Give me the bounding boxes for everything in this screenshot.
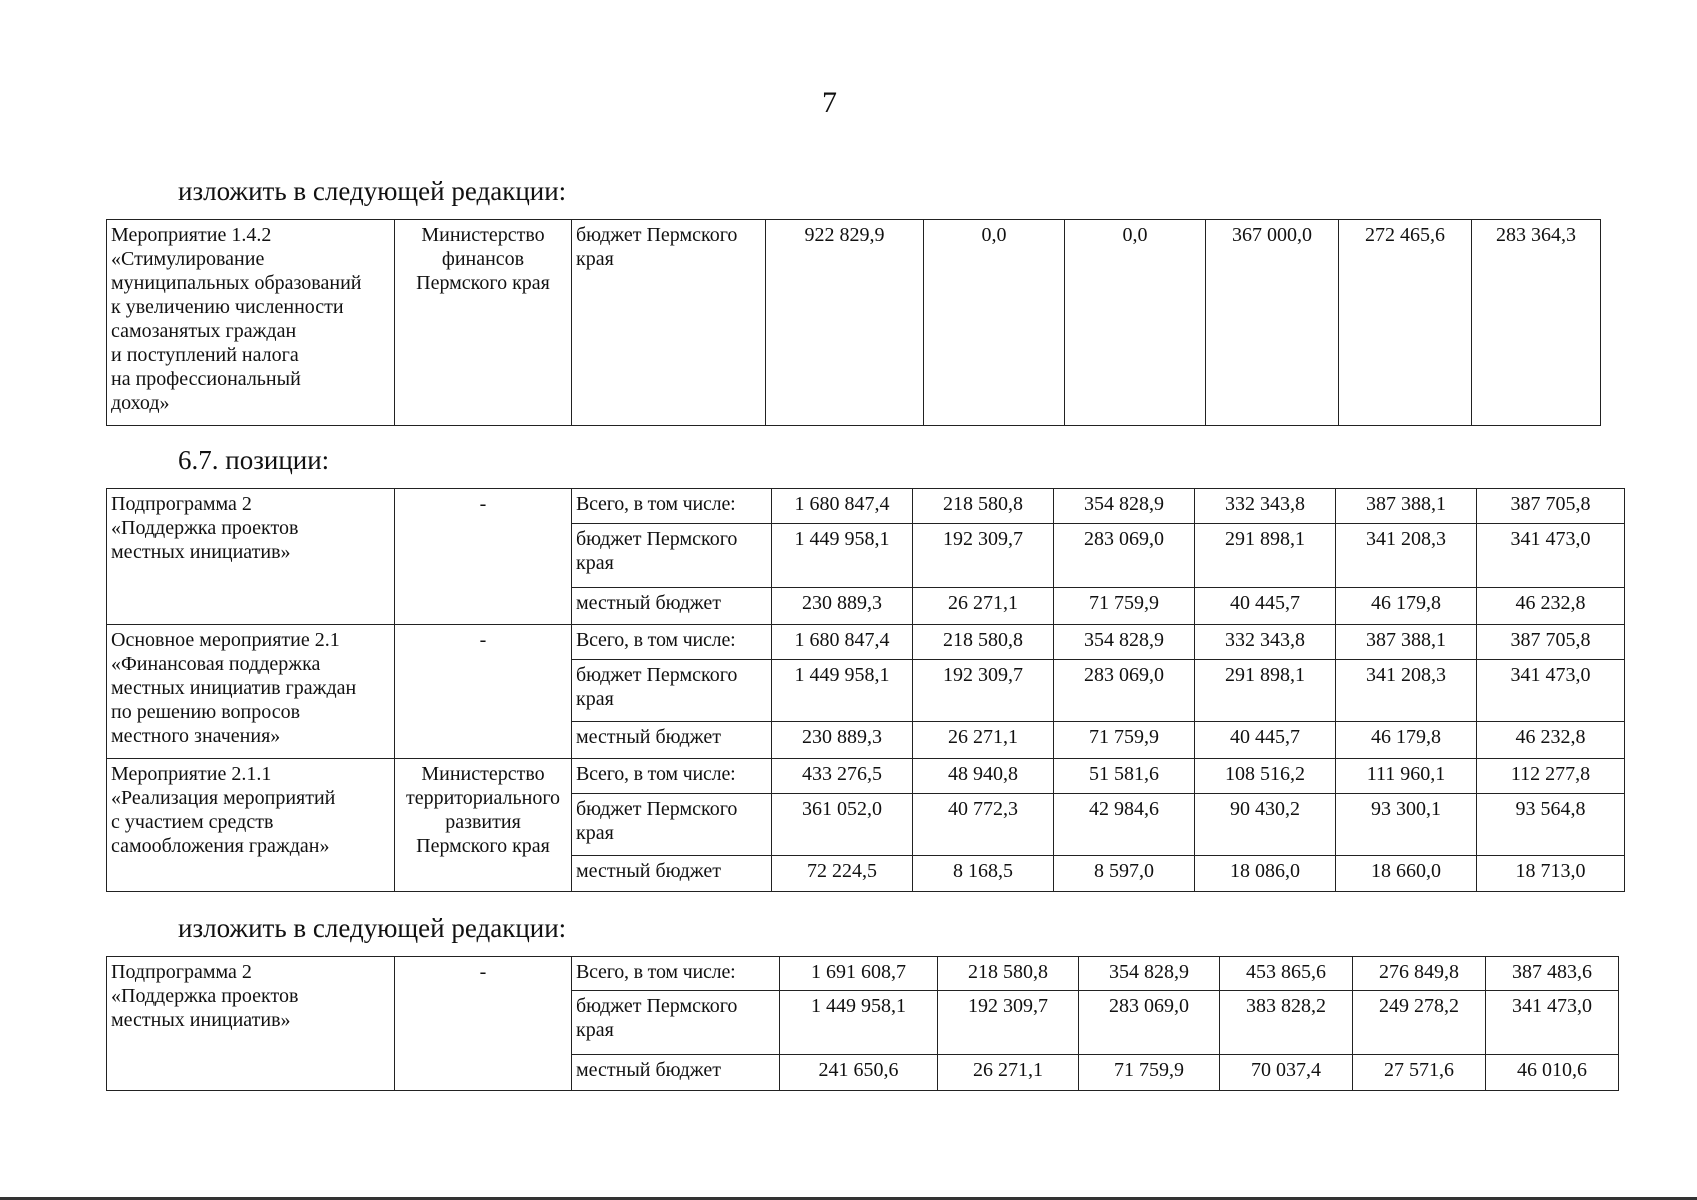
value-cell: 93 300,1 (1336, 794, 1477, 856)
value-cell: 112 277,8 (1477, 759, 1625, 794)
positions-heading: 6.7. позиции: (178, 445, 330, 475)
source-total: Всего, в том числе: (572, 759, 772, 794)
value-cell: 230 889,3 (772, 588, 913, 625)
source-regional: бюджет Пермского края (572, 660, 772, 722)
executor-cell: Министерство финансов Пермского края (395, 220, 572, 426)
value-cell: 71 759,9 (1079, 1055, 1220, 1091)
measure-name-cell: Мероприятие 2.1.1 «Реализация мероприятий с участием средств самообложения граждан» (107, 759, 395, 892)
value-cell: 0,0 (1065, 220, 1206, 426)
value-cell: 1 449 958,1 (772, 524, 913, 588)
value-cell: 192 309,7 (913, 660, 1054, 722)
value-cell: 8 597,0 (1054, 856, 1195, 892)
value-cell: 1 680 847,4 (772, 625, 913, 660)
value-cell: 108 516,2 (1195, 759, 1336, 794)
value-cell: 272 465,6 (1339, 220, 1472, 426)
value-cell: 387 705,8 (1477, 625, 1625, 660)
value-cell: 241 650,6 (780, 1055, 938, 1091)
executor-cell: Министерство территориального развития Пермского края (395, 759, 572, 892)
value-cell: 341 208,3 (1336, 524, 1477, 588)
value-cell: 46 179,8 (1336, 588, 1477, 625)
value-cell: 8 168,5 (913, 856, 1054, 892)
source-regional: бюджет Пермского края (572, 991, 780, 1055)
value-cell: 1 449 958,1 (780, 991, 938, 1055)
source-total: Всего, в том числе: (572, 625, 772, 660)
value-cell: 230 889,3 (772, 722, 913, 759)
value-cell: 341 473,0 (1477, 660, 1625, 722)
value-cell: 453 865,6 (1220, 957, 1353, 991)
value-cell: 387 388,1 (1336, 625, 1477, 660)
measure-name-cell: Основное мероприятие 2.1 «Финансовая поддержка местных инициатив граждан по решению вопросов местного значения» (107, 625, 395, 759)
value-cell: 332 343,8 (1195, 489, 1336, 524)
value-cell: 46 179,8 (1336, 722, 1477, 759)
value-cell: 367 000,0 (1206, 220, 1339, 426)
value-cell: 1 680 847,4 (772, 489, 913, 524)
value-cell: 18 660,0 (1336, 856, 1477, 892)
value-cell: 218 580,8 (938, 957, 1079, 991)
source-local: местный бюджет (572, 722, 772, 759)
source-regional: бюджет Пермского края (572, 524, 772, 588)
value-cell: 18 086,0 (1195, 856, 1336, 892)
value-cell: 1 691 608,7 (780, 957, 938, 991)
value-cell: 48 940,8 (913, 759, 1054, 794)
value-cell: 1 449 958,1 (772, 660, 913, 722)
value-cell: 218 580,8 (913, 489, 1054, 524)
value-cell: 40 445,7 (1195, 722, 1336, 759)
value-cell: 71 759,9 (1054, 722, 1195, 759)
value-cell: 40 445,7 (1195, 588, 1336, 625)
value-cell: 922 829,9 (766, 220, 924, 426)
value-cell: 383 828,2 (1220, 991, 1353, 1055)
amendment-heading: изложить в следующей редакции: (178, 913, 567, 943)
value-cell: 361 052,0 (772, 794, 913, 856)
executor-cell: - (395, 625, 572, 759)
value-cell: 354 828,9 (1054, 489, 1195, 524)
source-local: местный бюджет (572, 856, 772, 892)
value-cell: 72 224,5 (772, 856, 913, 892)
measure-table-1 (106, 219, 1601, 426)
value-cell: 387 705,8 (1477, 489, 1625, 524)
value-cell: 433 276,5 (772, 759, 913, 794)
value-cell: 46 232,8 (1477, 722, 1625, 759)
program-name-cell: Подпрограмма 2 «Поддержка проектов местных инициатив» (107, 957, 395, 1091)
value-cell: 291 898,1 (1195, 660, 1336, 722)
value-cell: 354 828,9 (1054, 625, 1195, 660)
value-cell: 26 271,1 (913, 588, 1054, 625)
value-cell: 276 849,8 (1353, 957, 1486, 991)
value-cell: 291 898,1 (1195, 524, 1336, 588)
amendment-heading: изложить в следующей редакции: (178, 176, 567, 206)
value-cell: 71 759,9 (1054, 588, 1195, 625)
value-cell: 0,0 (924, 220, 1065, 426)
measure-name-cell: Мероприятие 1.4.2 «Стимулирование муниципальных образований к увеличению численности самозанятых граждан и поступлений налога на профессиональный доход» (107, 220, 395, 426)
value-cell: 341 473,0 (1477, 524, 1625, 588)
value-cell: 46 010,6 (1486, 1055, 1619, 1091)
value-cell: 27 571,6 (1353, 1055, 1486, 1091)
value-cell: 26 271,1 (913, 722, 1054, 759)
value-cell: 387 483,6 (1486, 957, 1619, 991)
source-local: местный бюджет (572, 588, 772, 625)
page-number: 7 (822, 86, 837, 119)
value-cell: 332 343,8 (1195, 625, 1336, 660)
source-regional: бюджет Пермского края (572, 794, 772, 856)
value-cell: 387 388,1 (1336, 489, 1477, 524)
value-cell: 341 473,0 (1486, 991, 1619, 1055)
value-cell: 40 772,3 (913, 794, 1054, 856)
value-cell: 93 564,8 (1477, 794, 1625, 856)
value-cell: 111 960,1 (1336, 759, 1477, 794)
value-cell: 283 069,0 (1054, 660, 1195, 722)
source-total: Всего, в том числе: (572, 489, 772, 524)
source-local: местный бюджет (572, 1055, 780, 1091)
value-cell: 26 271,1 (938, 1055, 1079, 1091)
value-cell: 283 364,3 (1472, 220, 1601, 426)
value-cell: 249 278,2 (1353, 991, 1486, 1055)
value-cell: 283 069,0 (1079, 991, 1220, 1055)
positions-table (106, 488, 1625, 892)
source-total: Всего, в том числе: (572, 957, 780, 991)
value-cell: 42 984,6 (1054, 794, 1195, 856)
funding-source-cell: бюджет Пермского края (572, 220, 766, 426)
value-cell: 18 713,0 (1477, 856, 1625, 892)
program-name-cell: Подпрограмма 2 «Поддержка проектов местных инициатив» (107, 489, 395, 625)
amended-program-table (106, 956, 1619, 1091)
value-cell: 51 581,6 (1054, 759, 1195, 794)
value-cell: 192 309,7 (913, 524, 1054, 588)
value-cell: 218 580,8 (913, 625, 1054, 660)
value-cell: 46 232,8 (1477, 588, 1625, 625)
value-cell: 192 309,7 (938, 991, 1079, 1055)
value-cell: 90 430,2 (1195, 794, 1336, 856)
value-cell: 70 037,4 (1220, 1055, 1353, 1091)
executor-cell: - (395, 489, 572, 625)
executor-cell: - (395, 957, 572, 1091)
value-cell: 341 208,3 (1336, 660, 1477, 722)
value-cell: 283 069,0 (1054, 524, 1195, 588)
value-cell: 354 828,9 (1079, 957, 1220, 991)
